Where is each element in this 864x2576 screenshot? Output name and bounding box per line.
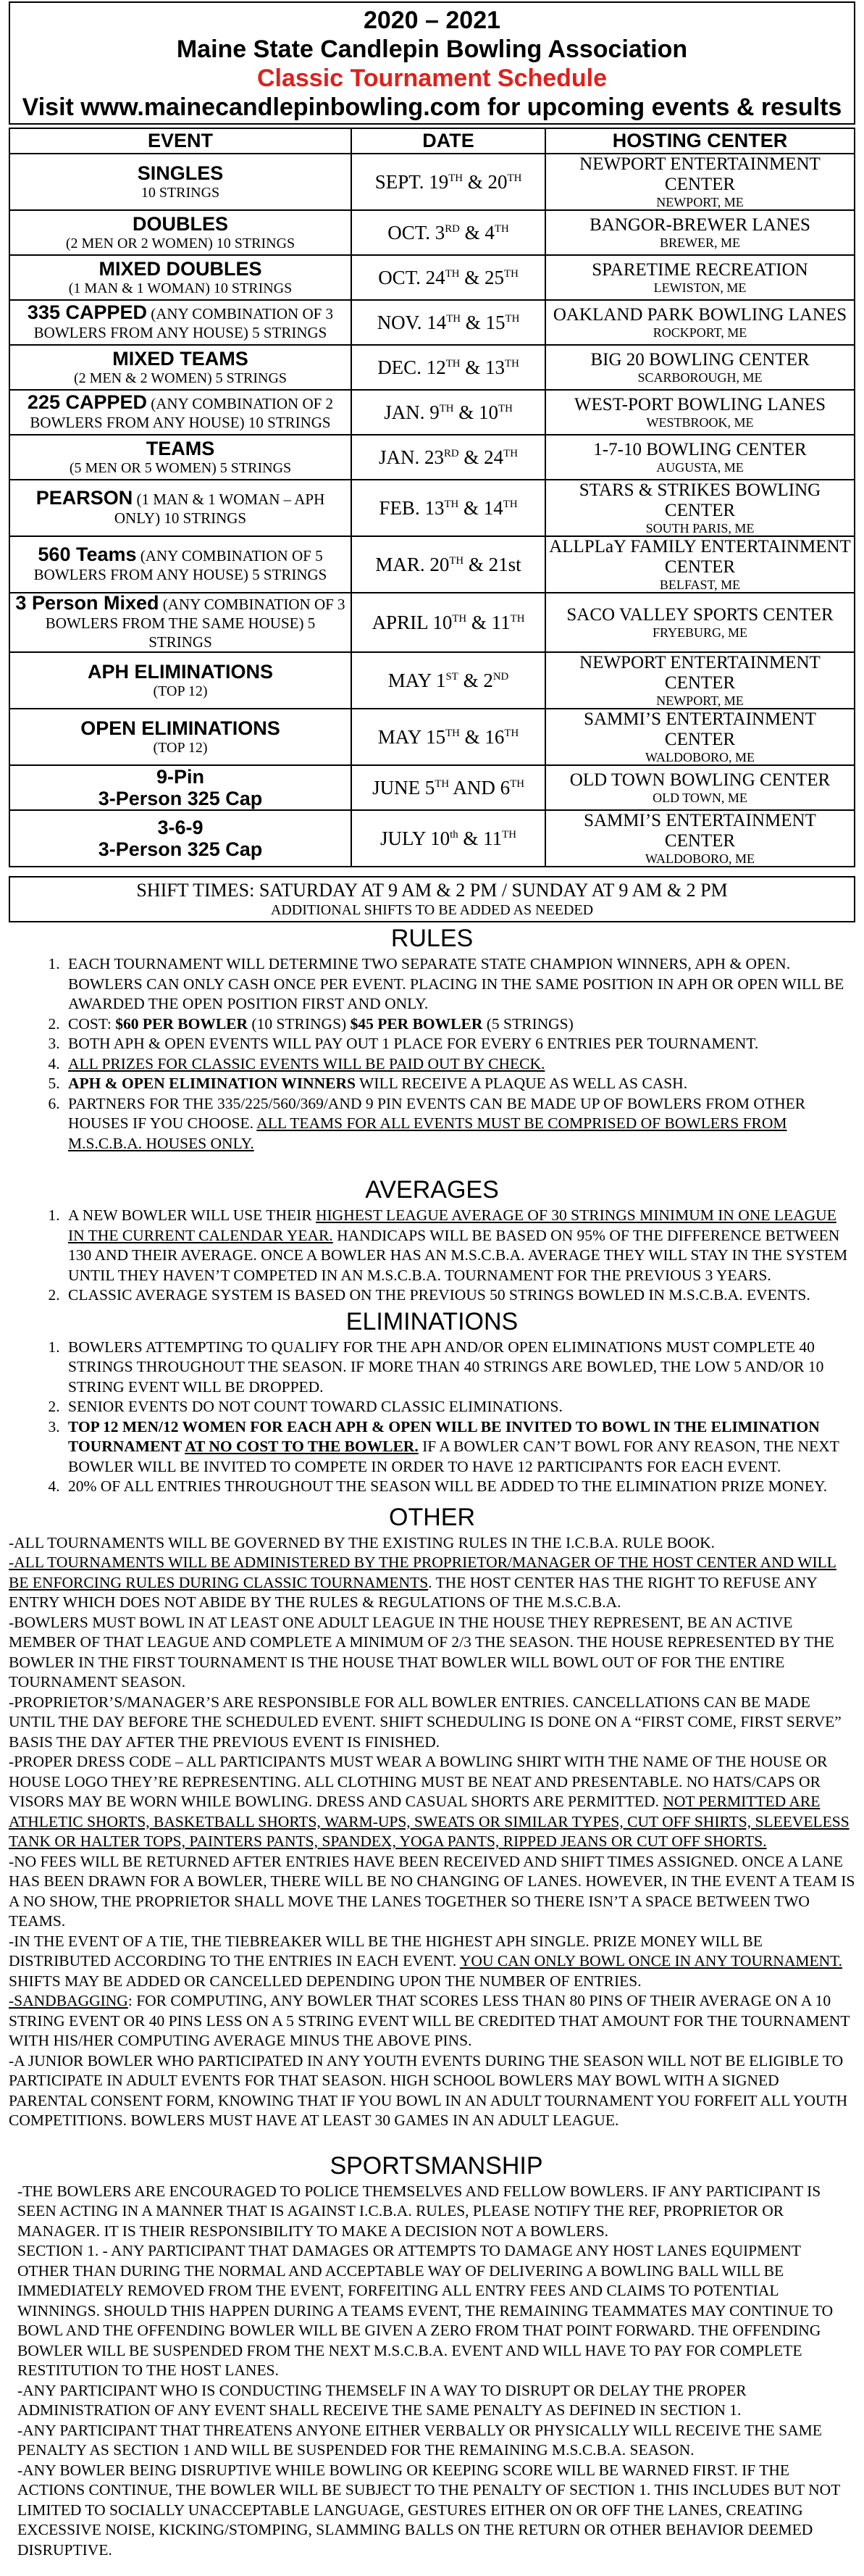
table-row — [9, 709, 855, 765]
list-item: 1. A NEW BOWLER WILL USE THEIR HIGHEST LEAGUE AVERAGE OF 30 STRINGS MINIMUM IN ONE LEAGUE IN THE CURRENT CALENDAR YEAR. HANDICAPS WILL BE BASED ON 95% OF THE DIFFERENCE BETWEEN 130 AND THEIR AVERAGE. ONCE A BOWLER HAS AN M.S.C.B.A. AVERAGE THEY WILL STAY IN THE SYSTEM UNTIL THEY HAVEN’T COMPETED IN AN M.S.C.B.A. TOURNAMENT FOR THE PREVIOUS 3 YEARS. — [64, 1206, 855, 1285]
table-row — [9, 536, 855, 593]
center-cell — [545, 435, 855, 480]
date-cell: SEPT. 19TH & 20TH — [351, 154, 545, 210]
table-row — [9, 435, 855, 480]
center-city: AUGUSTA, ME — [656, 460, 744, 475]
list-item: 5. APH & OPEN ELIMINATION WINNERS WILL RECEIVE A PLAQUE AS WELL AS CASH. — [64, 1074, 855, 1094]
shift-note: ADDITIONAL SHIFTS TO BE ADDED AS NEEDED — [270, 902, 594, 918]
paragraph: -BOWLERS MUST BOWL IN AT LEAST ONE ADULT LEAGUE IN THE HOUSE THEY REPRESENT, BE AN ACTIVE MEMBER OF THAT LEAGUE AND COMPLETE A MINIMUM OF 2/3 THE SEASON. THE HOUSE REPRESENTED BY THE BOWLER IN THE FIRST TOURNAMENT IS THE HOUSE THAT BOWLER WILL BOWL OUT OF FOR THE ENTIRE TOURNAMENT SEASON. — [9, 1613, 834, 1691]
event-cell — [9, 210, 351, 255]
date-cell: APRIL 10TH & 11TH — [351, 593, 545, 652]
event-detail: 3-Person 325 Cap — [98, 788, 263, 809]
center-city: WALDOBORO, ME — [645, 750, 755, 764]
table-header-row — [9, 128, 855, 154]
center-city: BREWER, ME — [660, 235, 740, 250]
date-cell: NOV. 14TH & 15TH — [351, 300, 545, 345]
center-city: FRYEBURG, ME — [652, 625, 748, 640]
event-name: 335 CAPPED — [27, 301, 147, 323]
center-name: ALLPLaY FAMILY ENTERTAINMENT CENTER — [549, 537, 851, 577]
paragraph: -ALL TOURNAMENTS WILL BE GOVERNED BY THE EXISTING RULES IN THE I.C.B.A. RULE BOOK. — [9, 1533, 716, 1551]
paragraph: -NO FEES WILL BE RETURNED AFTER ENTRIES HAVE BEEN RECEIVED AND SHIFT TIMES ASSIGNED. ONCE A LANE HAS BEEN DRAWN FOR A BOWLER, THERE WILL BE NO CHANGING OF LANES. HOWEVER, IN THE EVENT A TEAM IS A NO SHOW, THE PROPRIETOR SHALL MOVE THE LANES TOGETHER SO THERE ISN’T A SPACE BETWEEN TWO TEAMS. — [9, 1852, 855, 1930]
list-item: 2. CLASSIC AVERAGE SYSTEM IS BASED ON THE PREVIOUS 50 STRINGS BOWLED IN M.S.C.B.A. EVENTS. — [64, 1285, 855, 1306]
center-cell — [545, 345, 855, 390]
event-detail: (5 MEN OR 5 WOMEN) 5 STRINGS — [69, 460, 292, 476]
event-cell — [9, 810, 351, 867]
paragraph: -ALL TOURNAMENTS WILL BE ADMINISTERED BY THE PROPRIETOR/MANAGER OF THE HOST CENTER AND WILL BE ENFORCING RULES DURING CLASSIC TOURNAMENTS. THE HOST CENTER HAS THE RIGHT TO REFUSE ANY ENTRY WHICH DOES NOT ABIDE BY THE RULES & REGULATIONS OF THE M.S.C.B.A. — [9, 1554, 836, 1611]
paragraph: SECTION 1. - ANY PARTICIPANT THAT DAMAGES OR ATTEMPTS TO DAMAGE ANY HOST LANES EQUIPMENT OTHER THAN DURING THE NORMAL AND ACCEPTABLE WAY OF DELIVERING A BOWLING BALL WILL BE IMMEDIATELY REMOVED FROM THE EVENT, FORFEITING ALL ENTRY FEES AND CLAIMS TO POTENTIAL WINNINGS. SHOULD THIS HAPPEN DURING A TEAMS EVENT, THE REMAINING TEAMMATES MAY CONTINUE TO BOWL AND THE OFFENDING BOWLER WILL BE GIVEN A ZERO FROM THAT POINT FORWARD. THE OFFENDING BOWLER WILL BE SUSPENDED FROM THE NEXT M.S.C.B.A. EVENT AND WILL HAVE TO PAY FOR COMPLETE RESTITUTION TO THE HOST LANES. — [17, 2242, 834, 2379]
table-row — [9, 593, 855, 652]
event-name: SINGLES — [137, 162, 224, 184]
table-row — [9, 652, 855, 709]
list-item: 6. PARTNERS FOR THE 335/225/560/369/AND 9 PIN EVENTS CAN BE MADE UP OF BOWLERS FROM OTHER HOUSES IF YOU CHOOSE. ALL TEAMS FOR ALL EVENTS MUST BE COMPRISED OF BOWLERS FROM M.S.C.B.A. HOUSES ONLY. — [64, 1094, 855, 1154]
paragraph: -IN THE EVENT OF A TIE, THE TIEBREAKER WILL BE THE HIGHEST APH SINGLE. PRIZE MONEY WILL BE DISTRIBUTED ACCORDING TO THE ENTRIES IN EACH EVENT. YOU CAN ONLY BOWL ONCE IN ANY TOURNAMENT. SHIFTS MAY BE ADDED OR CANCELLED DEPENDING UPON THE NUMBER OF ENTRIES. — [9, 1932, 843, 1990]
center-cell — [545, 709, 855, 765]
eliminations-section — [9, 1306, 855, 1497]
sportsmanship-title: SPORTSMANSHIP — [330, 2151, 543, 2180]
table-row — [9, 255, 855, 300]
center-name: BANGOR-BREWER LANES — [590, 215, 810, 235]
center-city: SCARBOROUGH, ME — [637, 370, 763, 385]
paragraph: -SANDBAGGING: FOR COMPUTING, ANY BOWLER THAT SCORES LESS THAN 80 PINS OF THEIR AVERAGE ON A 10 STRING EVENT OR 40 PINS LESS ON A 5 STRING EVENT WILL BE CREDITED THAT AMOUNT FOR THE TOURNAMENT WITH HIS/HER COMPUTING AVERAGE MINUS THE ABOVE PINS. — [9, 1992, 850, 2049]
rules-section — [9, 922, 855, 1154]
event-cell — [9, 536, 351, 593]
rules-list — [9, 954, 855, 1154]
center-name: NEWPORT ENTERTAINMENT CENTER — [579, 154, 821, 194]
event-detail: (ANY COMBINATION OF 2 BOWLERS FROM ANY HOUSE) 10 STRINGS — [30, 395, 334, 431]
event-cell — [9, 154, 351, 210]
averages-section — [9, 1174, 855, 1306]
event-cell — [9, 345, 351, 390]
paragraph: -ANY BOWLER BEING DISRUPTIVE WHILE BOWLING OR KEEPING SCORE WILL BE WARNED FIRST. IF THE ACTIONS CONTINUE, THE BOWLER WILL BE SUBJECT TO THE PENALTY OF SECTION 1. THIS INCLUDES BUT NOT LIMITED TO SOCIALLY UNACCEPTABLE LANGUAGE, GESTURES EITHER ON OR OFF THE LANES, CREATING EXCESSIVE NOISE, KICKING/STOMPING, SLAMMING BALLS ON THE RETURN OR OTHER BEHAVIOR DEEMED DISRUPTIVE. — [17, 2461, 840, 2559]
center-name: SAMMI’S ENTERTAINMENT CENTER — [584, 811, 816, 851]
center-city: NEWPORT, ME — [656, 195, 744, 209]
paragraph: -PROPRIETOR’S/MANAGER’S ARE RESPONSIBLE FOR ALL BOWLER ENTRIES. CANCELLATIONS CAN BE MADE UNTIL THE DAY BEFORE THE SCHEDULED EVENT. SHIFT SCHEDULING IS DONE ON A “FIRST COME, FIRST SERVE” BASIS THE DAY AFTER THE PREVIOUS EVENT IS FINISHED. — [9, 1693, 842, 1751]
date-cell: MAY 1ST & 2ND — [351, 652, 545, 709]
event-cell — [9, 255, 351, 300]
table-row — [9, 480, 855, 536]
table-row — [9, 345, 855, 390]
center-cell — [545, 593, 855, 652]
event-detail: 10 STRINGS — [140, 185, 220, 201]
paragraph: -PROPER DRESS CODE – ALL PARTICIPANTS MUST WEAR A BOWLING SHIRT WITH THE NAME OF THE HOUSE OR HOUSE LOGO THEY’RE REPRESENTING. ALL CLOTHING MUST BE NEAT AND PRESENTABLE. NO HATS/CAPS OR VISORS MAY BE WORN WHILE BOWLING. DRESS AND CASUAL SHORTS ARE PERMITTED. NOT PERMITTED ARE ATHLETIC SHORTS, BASKETBALL SHORTS, WARM-UPS, SWEATS OR SIMILAR TYPES, CUT OFF SHIRTS, SLEEVELESS TANK OR HALTER TOPS, PAINTERS PANTS, SPANDEX, YOGA PANTS, RIPPED JEANS OR CUT OFF SHORTS. — [9, 1753, 850, 1850]
date-cell: MAY 15TH & 16TH — [351, 709, 545, 765]
center-cell — [545, 765, 855, 810]
date-cell: FEB. 13TH & 14TH — [351, 480, 545, 536]
event-detail: (ANY COMBINATION OF 3 BOWLERS FROM THE SAME HOUSE) 5 STRINGS — [45, 596, 345, 651]
center-name: SACO VALLEY SPORTS CENTER — [566, 605, 834, 625]
center-name: WEST-PORT BOWLING LANES — [574, 395, 826, 414]
event-cell — [9, 390, 351, 435]
rules-title: RULES — [390, 925, 474, 952]
center-name: OLD TOWN BOWLING CENTER — [569, 770, 831, 790]
event-name: 9-Pin — [156, 766, 204, 788]
center-name: NEWPORT ENTERTAINMENT CENTER — [579, 653, 821, 693]
paragraph: -ANY PARTICIPANT THAT THREATENS ANYONE EITHER VERBALLY OR PHYSICALLY WILL RECEIVE THE SAME PENALTY AS SECTION 1 AND WILL BE SUSPENDED FOR THE REMAINING M.S.C.B.A. SEASON. — [17, 2421, 822, 2459]
eliminations-list — [9, 1338, 855, 1497]
event-detail: (1 MAN & 1 WOMAN – APH ONLY) 10 STRINGS — [114, 491, 325, 527]
center-cell — [545, 255, 855, 300]
event-name: APH ELIMINATIONS — [88, 661, 273, 683]
event-detail: (ANY COMBINATION OF 3 BOWLERS FROM ANY HOUSE) 5 STRINGS — [33, 305, 334, 341]
date-cell: JAN. 9TH & 10TH — [351, 390, 545, 435]
center-city: WESTBROOK, ME — [646, 415, 754, 430]
table-row — [9, 154, 855, 210]
center-name: BIG 20 BOWLING CENTER — [590, 350, 810, 370]
center-cell — [545, 154, 855, 210]
column-header-event: EVENT — [9, 128, 351, 154]
event-name: MIXED TEAMS — [112, 348, 248, 370]
event-detail: 3-Person 325 Cap — [98, 838, 263, 860]
table-row — [9, 810, 855, 867]
center-city: BELFAST, ME — [659, 578, 741, 592]
shift-times-box — [9, 876, 855, 922]
event-name: 3-6-9 — [157, 817, 204, 838]
center-cell — [545, 652, 855, 709]
event-detail: (1 MAN & 1 WOMAN) 10 STRINGS — [68, 280, 293, 296]
shift-times: SHIFT TIMES: SATURDAY AT 9 AM & 2 PM / SUNDAY AT 9 AM & 2 PM — [136, 880, 728, 901]
other-title: OTHER — [389, 1503, 475, 1531]
event-name: DOUBLES — [132, 213, 228, 235]
event-cell — [9, 300, 351, 345]
event-cell — [9, 480, 351, 536]
date-cell: DEC. 12TH & 13TH — [351, 345, 545, 390]
center-city: OLD TOWN, ME — [653, 791, 747, 805]
center-cell — [545, 390, 855, 435]
table-row — [9, 390, 855, 435]
event-name: OPEN ELIMINATIONS — [80, 717, 280, 739]
sportsmanship-section — [9, 2150, 855, 2561]
event-cell — [9, 652, 351, 709]
averages-list — [9, 1206, 855, 1306]
column-header-center: HOSTING CENTER — [545, 128, 855, 154]
table-row — [9, 765, 855, 810]
center-cell — [545, 300, 855, 345]
center-city: SOUTH PARIS, ME — [645, 521, 755, 535]
center-name: 1-7-10 BOWLING CENTER — [593, 440, 807, 459]
paragraph: -ANY PARTICIPANT WHO IS CONDUCTING THEMSELF IN A WAY TO DISRUPT OR DELAY THE PROPER ADMINISTRATION OF ANY EVENT SHALL RECEIVE THE SAME PENALTY AS DEFINED IN SECTION 1. — [17, 2381, 747, 2419]
list-item: 2. SENIOR EVENTS DO NOT COUNT TOWARD CLASSIC ELIMINATIONS. — [64, 1397, 855, 1417]
date-cell: MAR. 20TH & 21st — [351, 536, 545, 593]
center-name: SPARETIME RECREATION — [592, 260, 808, 280]
center-cell — [545, 210, 855, 255]
averages-title: AVERAGES — [365, 1176, 499, 1204]
event-cell — [9, 709, 351, 765]
date-cell: OCT. 3RD & 4TH — [351, 210, 545, 255]
table-row — [9, 300, 855, 345]
date-cell: JULY 10th & 11TH — [351, 810, 545, 867]
season-year: 2020 – 2021 — [363, 7, 501, 34]
date-cell: JUNE 5TH AND 6TH — [351, 765, 545, 810]
schedule-table — [9, 128, 855, 867]
center-cell — [545, 536, 855, 593]
center-cell — [545, 810, 855, 867]
document-header — [9, 1, 855, 125]
event-detail: (TOP 12) — [153, 740, 208, 756]
other-section — [9, 1501, 855, 2131]
list-item: 1. BOWLERS ATTEMPTING TO QUALIFY FOR THE APH AND/OR OPEN ELIMINATIONS MUST COMPLETE 40 STRINGS THROUGHOUT THE SEASON. IF MORE THAN 40 STRINGS ARE BOWLED, THE LOW 5 AND/OR 10 STRING EVENT WILL BE DROPPED. — [64, 1338, 855, 1398]
website-notice: Visit www.mainecandlepinbowling.com for upcoming events & results — [22, 93, 842, 121]
paragraph: -THE BOWLERS ARE ENCOURAGED TO POLICE THEMSELVES AND FELLOW BOWLERS. IF ANY PARTICIPANT IS SEEN ACTING IN A MANNER THAT IS AGAINST I.C.B.A. RULES, PLEASE NOTIFY THE REF, PROPRIETOR OR MANAGER. IT IS THEIR RESPONSIBILITY TO MAKE A DECISION NOT A BOWLERS. — [17, 2182, 821, 2240]
paragraph: -A JUNIOR BOWLER WHO PARTICIPATED IN ANY YOUTH EVENTS DURING THE SEASON WILL NOT BE ELIGIBLE TO PARTICIPATE IN ADULT EVENTS FOR THAT SEASON. HIGH SCHOOL BOWLERS MAY BOWL WITH A SIGNED PARENTAL CONSENT FORM, KNOWING THAT IF YOU BOWL IN AN ADULT TOURNAMENT YOU FORFEIT ALL YOUTH COMPETITIONS. BOWLERS MUST HAVE AT LEAST 30 GAMES IN AN ADULT LEAGUE. — [9, 2051, 848, 2129]
organization-name: Maine State Candlepin Bowling Association — [176, 36, 688, 63]
event-cell — [9, 435, 351, 480]
center-city: LEWISTON, ME — [653, 280, 747, 295]
center-name: OAKLAND PARK BOWLING LANES — [553, 305, 847, 325]
event-name: MIXED DOUBLES — [98, 258, 262, 280]
list-item: 2. COST: $60 PER BOWLER (10 STRINGS) $45 PER BOWLER (5 STRINGS) — [64, 1014, 855, 1035]
event-name: TEAMS — [146, 438, 215, 459]
center-city: NEWPORT, ME — [656, 693, 744, 708]
list-item: 4. 20% OF ALL ENTRIES THROUGHOUT THE SEASON WILL BE ADDED TO THE ELIMINATION PRIZE MONEY. — [64, 1477, 855, 1497]
event-name: 3 Person Mixed — [15, 592, 159, 614]
tournament-schedule-page — [0, 1, 864, 2576]
event-cell — [9, 765, 351, 810]
center-name: SAMMI’S ENTERTAINMENT CENTER — [584, 709, 816, 749]
column-header-date: DATE — [351, 128, 545, 154]
center-city: WALDOBORO, ME — [645, 851, 755, 866]
center-name: STARS & STRIKES BOWLING CENTER — [579, 480, 821, 520]
event-detail: (2 MEN & 2 WOMEN) 5 STRINGS — [73, 370, 288, 386]
eliminations-title: ELIMINATIONS — [345, 1307, 519, 1335]
event-name: 560 Teams — [38, 543, 137, 565]
center-city: ROCKPORT, ME — [653, 325, 747, 340]
center-cell — [545, 480, 855, 536]
table-row — [9, 210, 855, 255]
list-item: 1. EACH TOURNAMENT WILL DETERMINE TWO SEPARATE STATE CHAMPION WINNERS, APH & OPEN. BOWLERS CAN ONLY CASH ONCE PER EVENT. PLACING IN THE SAME POSITION IN APH OR OPEN WILL BE AWARDED THE OPEN POSITION FIRST AND ONLY. — [64, 954, 855, 1014]
event-detail: (ANY COMBINATION OF 5 BOWLERS FROM ANY HOUSE) 5 STRINGS — [33, 547, 327, 583]
date-cell: OCT. 24TH & 25TH — [351, 255, 545, 300]
event-name: PEARSON — [35, 487, 133, 509]
event-detail: (TOP 12) — [153, 683, 208, 699]
list-item: 4. ALL PRIZES FOR CLASSIC EVENTS WILL BE PAID OUT BY CHECK. — [64, 1054, 855, 1075]
event-name: 225 CAPPED — [27, 391, 147, 413]
schedule-subtitle: Classic Tournament Schedule — [256, 64, 608, 92]
date-cell: JAN. 23RD & 24TH — [351, 435, 545, 480]
list-item: 3. BOTH APH & OPEN EVENTS WILL PAY OUT 1 PLACE FOR EVERY 6 ENTRIES PER TOURNAMENT. — [64, 1034, 855, 1054]
event-detail: (2 MEN OR 2 WOMEN) 10 STRINGS — [65, 235, 295, 251]
event-cell — [9, 593, 351, 652]
list-item: 3. TOP 12 MEN/12 WOMEN FOR EACH APH & OPEN WILL BE INVITED TO BOWL IN THE ELIMINATION TOURNAMENT AT NO COST TO THE BOWLER. IF A BOWLER CAN’T BOWL FOR ANY REASON, THE NEXT BOWLER WILL BE INVITED TO COMPETE IN ORDER TO HAVE 12 PARTICIPANTS FOR EACH EVENT. — [64, 1417, 855, 1477]
